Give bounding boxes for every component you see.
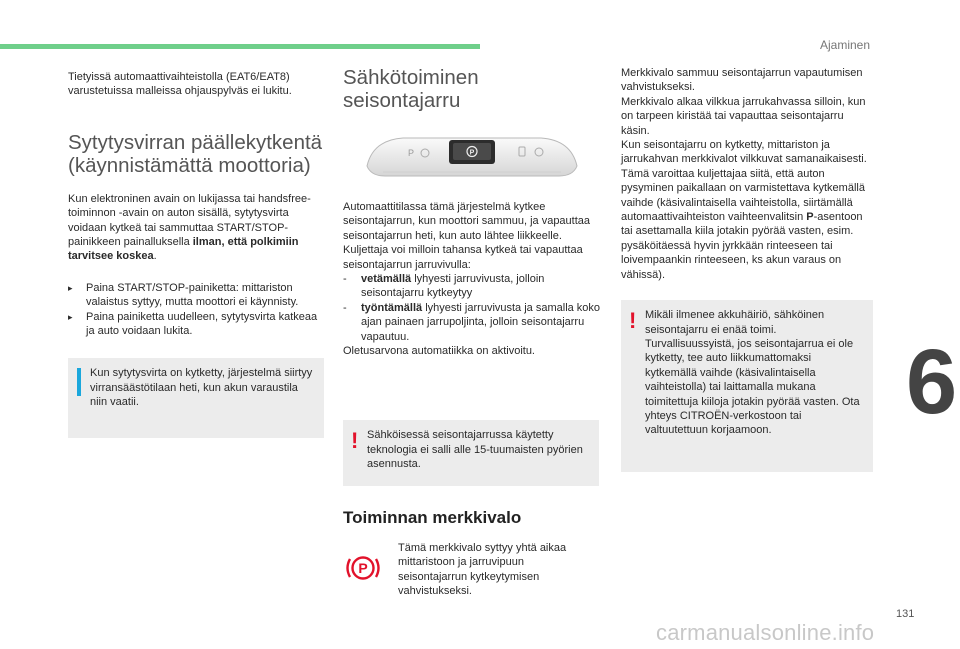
- release-text: Merkkivalo sammuu seisontajarrun vapautumisen vahvistukseksi.: [621, 67, 863, 94]
- parking-brake-lamp-icon: [343, 553, 383, 583]
- chapter-tab: [896, 326, 960, 444]
- brake-switch-icon: [363, 132, 581, 182]
- switch-p-label: P: [469, 149, 475, 157]
- default-text: Oletusarvona automatiikka on aktivoitu.: [343, 345, 535, 358]
- column-right: [621, 66, 873, 472]
- switch-left-p-label: P: [408, 148, 415, 158]
- warning-exclamation-icon: !: [351, 428, 359, 454]
- indicator-lamp: [343, 541, 398, 599]
- bullet-item: ▸ Paina START/STOP-painiketta: mittariston valaistus syttyy, mutta moottori ei käynnisty.: [68, 281, 299, 309]
- ignition-paragraph: Kun elektroninen avain on lukijassa tai handsfree-toiminnon -avain on auton sisällä, sytytysvirta voidaan kytkeä tai sammuttaa START/STOP-painikkeen painalluksella ilman, että polkimiin tarvitsee koskea.: [68, 192, 311, 263]
- indicator-text: Tämä merkkivalo syttyy yhtä aikaa mittaristoon ja jarruvipuun seisontajarrun kytkeytymisen vahvistukseksi.: [398, 541, 567, 597]
- page-number: 131: [896, 608, 915, 620]
- arrow-bullet-icon: ▸: [68, 282, 73, 293]
- parking-brake-title: Sähkötoiminen seisontajarru: [343, 66, 479, 112]
- section-header: Ajaminen: [820, 38, 871, 52]
- info-icon: [77, 368, 81, 396]
- brake-switch-illustration: [363, 132, 581, 182]
- top-accent-bar: [0, 44, 480, 49]
- blink-text: Merkkivalo alkaa vilkkua jarrukahvassa silloin, kun on tarpeen kiristää tai vapauttaa seisontajarru käsin.: [621, 95, 866, 137]
- bullet-item: ▸ Paina painiketta uudelleen, sytytysvirta katkeaa ja auto voidaan lukita.: [68, 310, 318, 338]
- info-box: Kun sytytysvirta on kytketty, järjestelmä siirtyy virransäästötilaan heti, kun akun varaustila niin vaatii.: [68, 358, 324, 437]
- lamp-letter: P: [358, 559, 368, 576]
- battery-warning-box: ! Mikäli ilmenee akkuhäiriö, sähköinen seisontajarru ei enää toimi. Turvallisuussyistä, jos seisontajarrua ei ole kytketty, tee auto liikkumattomaksi kytkemällä vaihde (käsivalintaisella vaihteistolla) tai laittamalla mukana toimitettuja kiiloja jotakin pyörää vasten. Ota yhteys CITROËN-verkostoon tai valtuutettuun korjaamoon.: [621, 300, 873, 472]
- warning-exclamation-icon: !: [629, 308, 637, 334]
- column-left: [68, 70, 324, 438]
- warning-box: ! Sähköisessä seisontajarrussa käytetty teknologia ei salli alle 15-tuumaisten pyörien asennusta.: [343, 420, 599, 485]
- auto-mode-text: Automaattitilassa tämä järjestelmä kytkee seisontajarrun, kun moottori sammuu, ja vapauttaa seisontajarrun heti, kun auto lähtee liikkeelle.: [343, 201, 591, 242]
- arrow-bullet-icon: ▸: [68, 311, 73, 322]
- indicator-title: Toiminnan merkkivalo: [343, 507, 522, 527]
- watermark: carmanualsonline.info: [656, 620, 875, 645]
- ignition-title: Sytytysvirran päällekytkentä (käynnistämättä moottoria): [68, 130, 323, 177]
- chapter-number: 6: [906, 331, 958, 433]
- column-middle: [343, 66, 601, 598]
- warning-paragraph: Kun seisontajarru on kytketty, mittariston ja jarrukahvan merkkivalot vilkkuvat samanaikaisesti. Tämä varoittaa kuljettajaa siitä, että auton pysyminen paikallaan on varmistettava kytkemällä vaihde (käsivalintaisella vaihteistolla, siirtämällä automaattivaihteiston vaihteenvalitsin P-asentoon tai asettamalla kiila jotakin pyörää vasten, esim. pysäköitäessä hyvin jyrkkään rinteeseen tai loivempaankin rinteeseen, ks akun varaus on vähissä).: [621, 139, 867, 281]
- driver-text: Kuljettaja voi milloin tahansa kytkeä tai vapauttaa seisontajarrun jarruvivulla:: [343, 244, 583, 271]
- indicator-row: [343, 541, 601, 599]
- intro-text: Tietyissä automaattivaihteistolla (EAT6/EAT8) varustetuissa malleissa ohjauspylväs ei lukitu.: [68, 71, 292, 98]
- dash-item: - työntämällä lyhyesti jarruvivusta ja samalla koko ajan painaen jarrupoljinta, jolloin seisontajarru vapautuu.: [343, 301, 601, 343]
- dash-item: - vetämällä lyhyesti jarruvivusta, jolloin seisontajarru kytkeytyy: [343, 273, 545, 300]
